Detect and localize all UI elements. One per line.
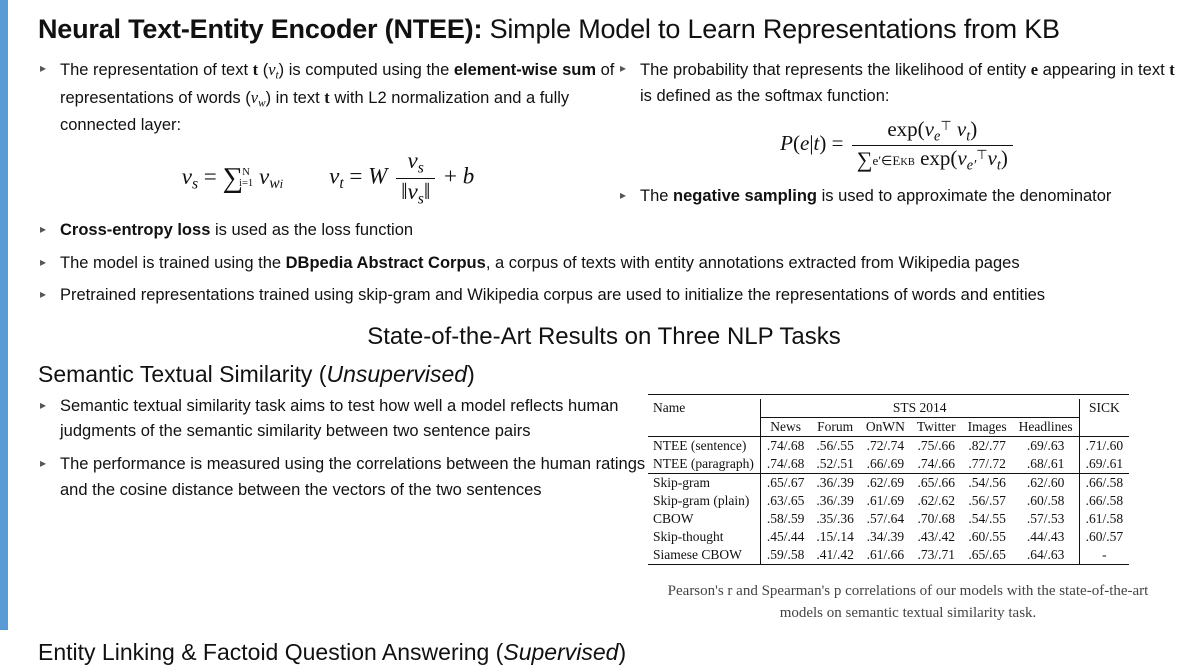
bullet-post-1: , a corpus of texts with entity annotations extracted from Wikipedia pages <box>485 253 1020 272</box>
top-two-columns <box>38 57 1178 216</box>
table-row <box>648 510 1129 528</box>
table-row <box>648 436 1129 455</box>
row-cell-sick: - <box>1102 546 1107 562</box>
row-cell: .63/.65 <box>760 492 810 510</box>
subheader-images: Images <box>967 418 1007 434</box>
list-item: ▸ Semantic textual similarity task aims to test how well a model reflects human judgments of the semantic similarity between two sentence pairs <box>38 394 648 445</box>
row-name: Siamese CBOW <box>653 546 742 562</box>
row-cell: .56/.55 <box>810 436 860 455</box>
section-heading: State-of-the-Art Results on Three NLP Tasks <box>367 322 841 350</box>
list-item: ▸ The negative sampling is used to approximate the denominator <box>618 184 1178 210</box>
header-name: Name <box>653 400 686 416</box>
row-cell: .65/.66 <box>911 473 962 492</box>
equation-vs-vt <box>38 148 618 208</box>
equation-vt: $v_t = W$ $\frac{v_s}{‖v_s‖}$ + b <box>329 148 475 208</box>
table-row <box>648 473 1129 492</box>
list-item: ▸ The representation of text t $(v_t)$ is computed using the element-wise sum of representations of words $(v_w)$ in text t with L2 normalization and a fully connected layer: <box>38 57 618 138</box>
row-cell-sick: .61/.58 <box>1085 510 1124 526</box>
row-cell: .66/.69 <box>866 455 905 471</box>
right-column <box>618 57 1178 216</box>
row-cell: .57/.53 <box>1013 510 1079 528</box>
table-row <box>648 546 1129 564</box>
row-cell: .35/.36 <box>816 510 854 526</box>
bottom-heading-pre: Entity Linking & Factoid Question Answering ( <box>38 638 504 665</box>
subsection-italic: Unsupervised <box>326 360 468 387</box>
results-table <box>648 399 1129 564</box>
row-cell: .70/.68 <box>917 510 956 526</box>
row-cell-sick: .71/.60 <box>1079 436 1129 455</box>
row-cell-sick: .60/.57 <box>1085 528 1124 544</box>
full-width-bullet-list <box>38 218 1178 309</box>
row-name: NTEE (paragraph) <box>653 455 754 471</box>
row-cell: .43/.42 <box>917 528 956 544</box>
row-cell: .44/.43 <box>1013 528 1079 546</box>
table-caption: Pearson's r and Spearman's p correlations of our models with the state-of-the-art models on semantic textual similarity task. <box>667 582 1149 622</box>
table-subheader-row <box>648 417 1129 436</box>
row-cell: .62/.62 <box>917 492 956 508</box>
row-cell: .52/.51 <box>816 455 854 471</box>
row-cell-sick: .69/.61 <box>1085 455 1124 471</box>
accent-bar <box>0 0 8 630</box>
row-name: CBOW <box>653 510 694 526</box>
left-bullet-list <box>38 57 618 138</box>
slide-page <box>8 0 1200 665</box>
subheader-twitter: Twitter <box>916 418 956 434</box>
row-cell: .59/.58 <box>760 546 810 564</box>
row-cell: .45/.44 <box>760 528 810 546</box>
row-cell: .36/.39 <box>810 473 860 492</box>
subheader-news: News <box>760 417 810 436</box>
bullet-pre-2: Pretrained representations trained using skip-gram and Wikipedia corpus are used to initialize the representations of words and entities <box>60 286 1046 305</box>
row-name: NTEE (sentence) <box>648 436 760 455</box>
sts-bullet-list <box>38 394 648 503</box>
subheader-forum: Forum <box>817 418 854 434</box>
row-cell: .15/.14 <box>816 528 854 544</box>
row-cell: .69/.63 <box>1013 436 1079 455</box>
list-item: ▸ The probability that represents the likelihood of entity e appearing in text t is defined as the softmax function: <box>618 57 1178 109</box>
row-cell: .82/.77 <box>962 436 1013 455</box>
row-cell: .75/.66 <box>911 436 962 455</box>
row-cell: .62/.60 <box>1013 473 1079 492</box>
row-cell: .72/.74 <box>860 436 911 455</box>
list-item <box>38 218 1178 244</box>
row-cell: .77/.72 <box>968 455 1006 471</box>
row-name: Skip-thought <box>653 528 724 544</box>
page-title-bold: Neural Text-Entity Encoder (NTEE): <box>38 14 483 44</box>
table-row <box>648 492 1129 510</box>
sts-bullets-column <box>38 394 648 625</box>
row-cell: .60/.58 <box>1013 492 1079 510</box>
table-header-group-row <box>648 399 1129 418</box>
row-cell: .61/.66 <box>866 546 905 562</box>
row-cell: .54/.56 <box>962 473 1013 492</box>
table-row <box>648 455 1129 474</box>
subheader-headlines: Headlines <box>1013 417 1079 436</box>
equation-probability: P(e|t) = $\frac{\exp(v_e^⊤ v_t)}{\sum e'\in EKB \exp(v_{e'}^⊤v_t)}$ <box>618 117 1178 173</box>
bullet-bold-0: Cross-entropy loss <box>60 221 211 240</box>
bullet-post-0: is used as the loss function <box>210 221 414 240</box>
list-item <box>38 283 1178 309</box>
bullet-bold-1: DBpedia Abstract Corpus <box>285 253 486 272</box>
header-sick: SICK <box>1089 400 1120 416</box>
bottom-subsection-heading <box>38 639 1200 666</box>
row-cell: .74/.66 <box>917 455 956 471</box>
results-table-wrap <box>648 394 1129 565</box>
subheader-spacer <box>648 417 760 436</box>
subsection-pre: Semantic Textual Similarity ( <box>38 360 327 387</box>
row-cell: .60/.55 <box>968 528 1006 544</box>
row-cell: .34/.39 <box>866 528 905 544</box>
row-cell: .74/.68 <box>760 455 810 474</box>
page-title <box>38 14 1200 45</box>
row-cell: .57/.64 <box>866 510 905 526</box>
row-cell: .65/.67 <box>760 473 810 492</box>
subsection-post: ) <box>467 360 475 387</box>
subheader-onwn: OnWN <box>865 418 905 434</box>
row-cell: .65/.65 <box>968 546 1006 562</box>
row-cell: .54/.55 <box>968 510 1006 526</box>
bottom-heading-post: ) <box>618 638 627 665</box>
list-item <box>38 251 1178 277</box>
left-column <box>38 57 618 216</box>
row-cell: .61/.69 <box>866 492 905 508</box>
header-sts-group: STS 2014 <box>760 399 1079 418</box>
lower-two-columns <box>38 394 1178 625</box>
bullet-pre-1: The model is trained using the <box>60 253 286 272</box>
row-cell: .36/.39 <box>816 492 854 508</box>
row-cell: .58/.59 <box>760 510 810 528</box>
right-bullet-list-2 <box>618 184 1178 210</box>
row-cell: .73/.71 <box>917 546 956 562</box>
row-name: Skip-gram <box>648 473 760 492</box>
row-cell: .62/.69 <box>860 473 911 492</box>
row-cell: .41/.42 <box>816 546 854 562</box>
subsection-heading <box>38 361 1200 388</box>
list-item: ▸ The performance is measured using the correlations between the human ratings and the cosine distance between the vectors of the two sentences <box>38 452 648 503</box>
results-table-column <box>648 394 1178 625</box>
equation-vs: $v_s$ = ∑ N i=1 $v_{wi}$ <box>181 161 284 194</box>
table-row <box>648 528 1129 546</box>
row-cell: .56/.57 <box>968 492 1006 508</box>
row-cell: .74/.68 <box>760 436 810 455</box>
row-cell: .64/.63 <box>1013 546 1079 564</box>
row-cell-sick: .66/.58 <box>1079 473 1129 492</box>
right-bullet-list <box>618 57 1178 109</box>
row-cell-sick: .66/.58 <box>1085 492 1124 508</box>
subheader-sick-spacer <box>1079 417 1129 436</box>
bottom-heading-italic: Supervised <box>503 638 619 665</box>
page-title-rest: Simple Model to Learn Representations from KB <box>482 14 1060 44</box>
row-name: Skip-gram (plain) <box>653 492 750 508</box>
row-cell: .68/.61 <box>1013 455 1079 474</box>
